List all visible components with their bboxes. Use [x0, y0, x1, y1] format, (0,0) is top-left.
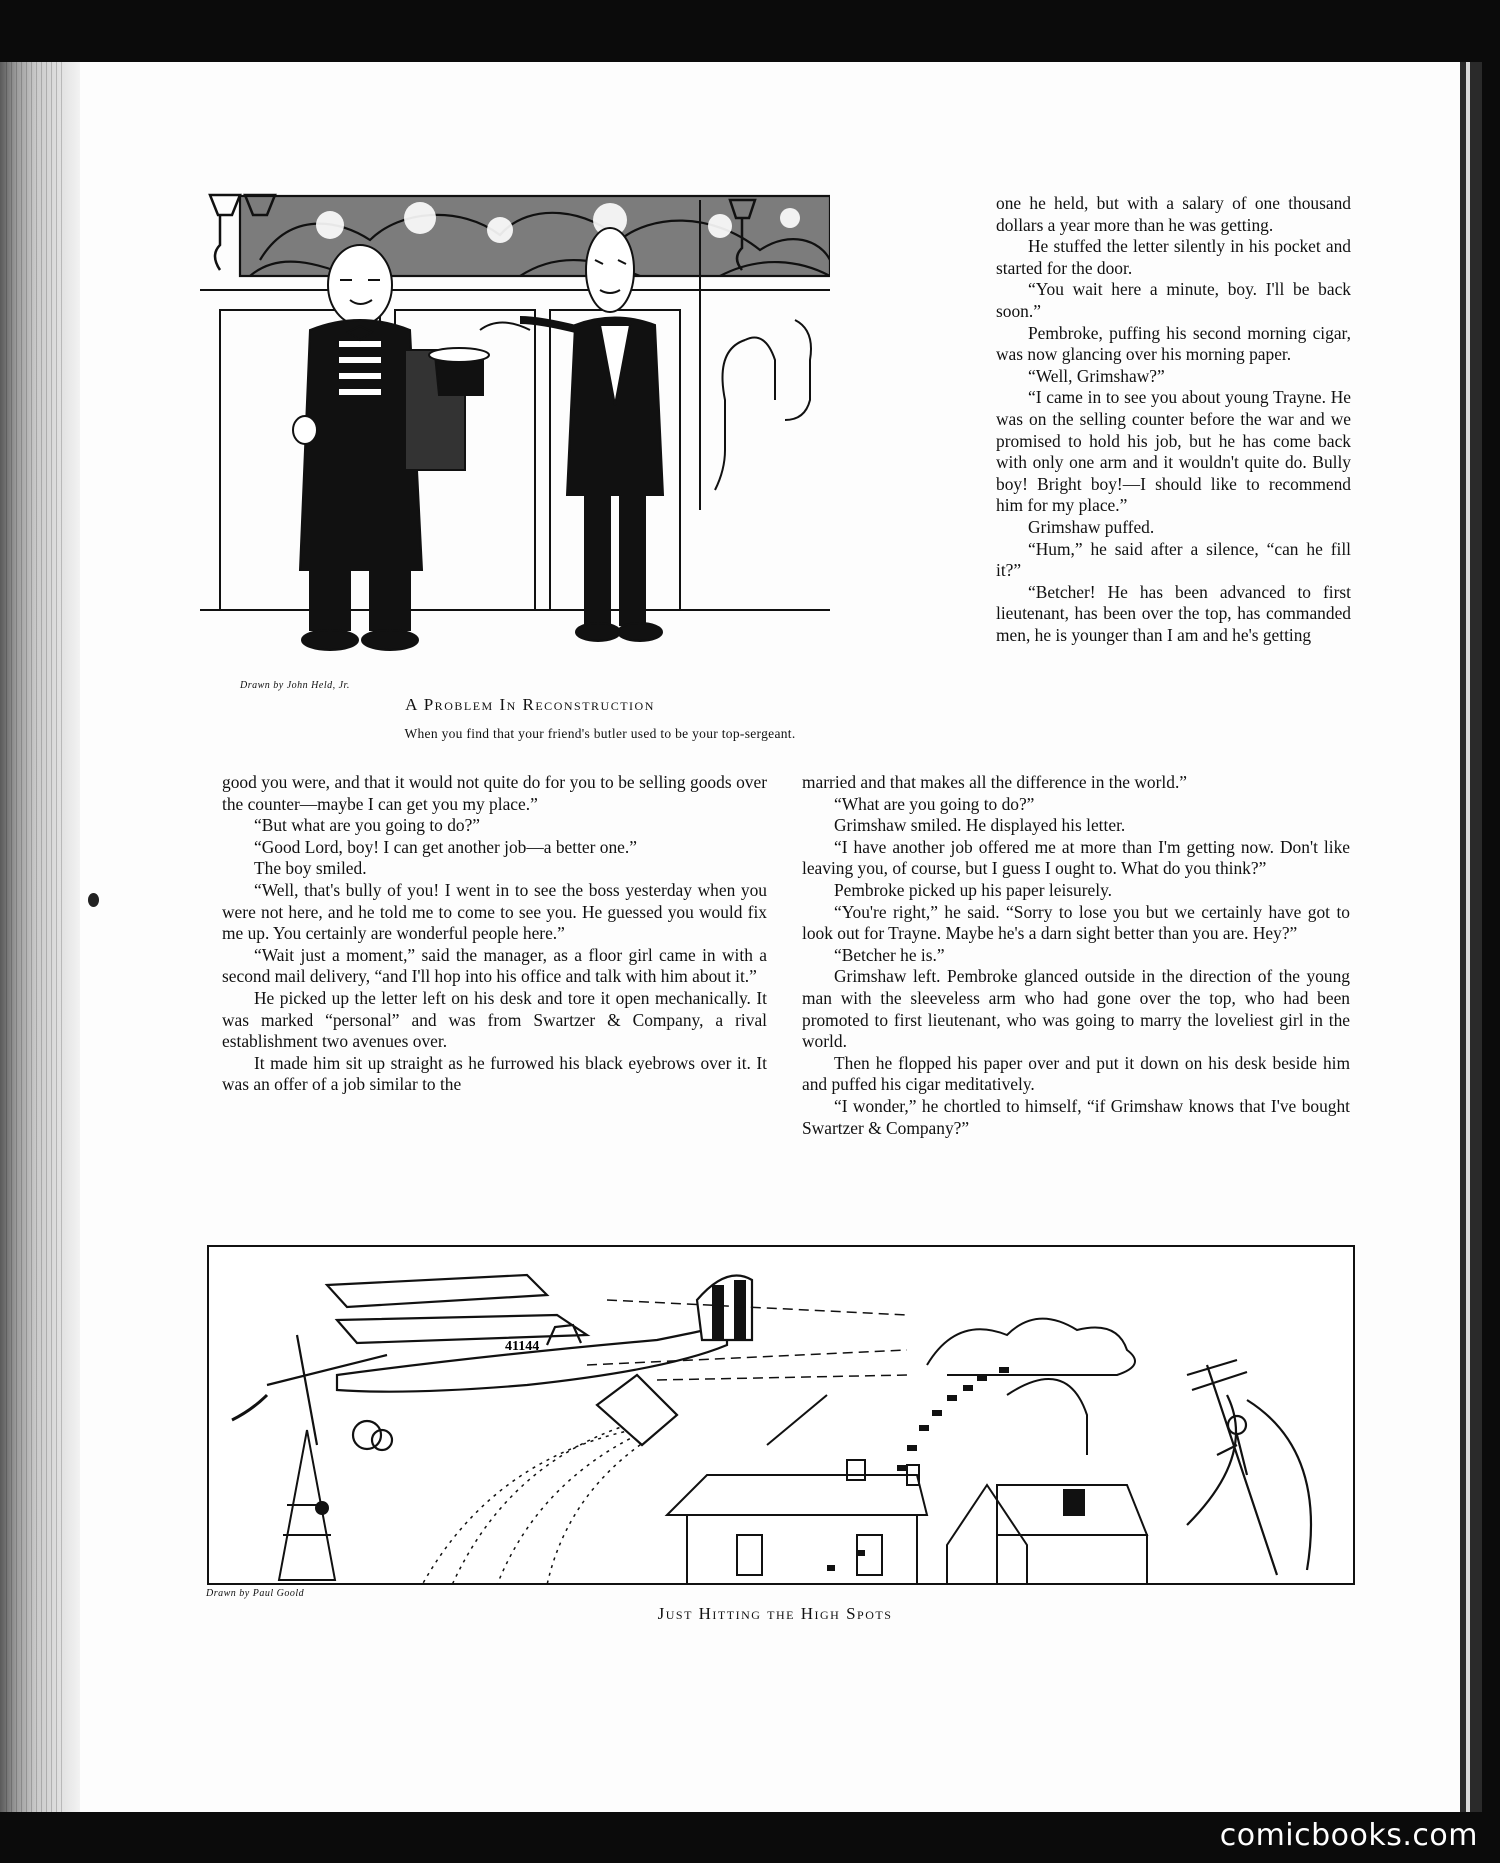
high-spots-cartoon-illustration: [207, 1245, 1355, 1585]
paragraph: “But what are you going to do?”: [254, 815, 481, 836]
paragraph: He picked up the letter left on his desk and tore it open mechanically. It was marked “personal” and was from Swartzer & Company, a rival establishment two avenues over.: [222, 987, 767, 1052]
paragraph: “You wait here a minute, boy. I'll be back soon.”: [996, 279, 1351, 321]
paragraph: “Wait just a moment,” said the manager, as a floor girl came in with a second mail delivery, “and I'll hop into his office and talk with him about it.”: [222, 944, 767, 987]
paragraph: “What are you going to do?”: [834, 793, 1035, 814]
article-left-column: [222, 772, 767, 1096]
top-cartoon-title: A Problem In Reconstruction: [405, 695, 655, 714]
paragraph: Grimshaw left. Pembroke glanced outside in the direction of the young man with the sleeveless arm who had gone over the top, who had been promoted to first lieutenant, who was going to marry the loveliest girl in the world.: [802, 966, 1350, 1052]
watermark-text: comicbooks.com: [1219, 1818, 1478, 1853]
paragraph: married and that makes all the difference in the world.”: [802, 772, 1188, 792]
right-page-edge-highlight: [1466, 62, 1470, 1812]
paragraph: “Betcher he is.”: [834, 944, 945, 965]
paragraph: “You're right,” he said. “Sorry to lose you but we certainly have got to look out for Trayne. Maybe he's a darn sight better than you are. Hey?”: [802, 901, 1350, 944]
bottom-cartoon-credit: Drawn by Paul Goold: [206, 1588, 305, 1599]
paragraph: It made him sit up straight as he furrowed his black eyebrows over it. It was an offer of a job similar to the: [222, 1052, 767, 1095]
top-cartoon-subtitle: When you find that your friend's butler used to be your top-sergeant.: [404, 726, 796, 741]
paragraph: “I came in to see you about young Trayne. He was on the selling counter before the war and we promised to hold his job, but he has come back with only one arm and it wouldn't quite do. Bully boy! Bright boy!—I should like to recommend him for my place.”: [996, 387, 1351, 516]
ink-blot: [88, 893, 99, 907]
paragraph: “Well, that's bully of you! I went in to see the boss yesterday when you were not here, and he told me to come to see you. He guessed you would fix me up. You certainly are wonderful people here.”: [222, 879, 767, 944]
paragraph: “Betcher! He has been advanced to first lieutenant, has been over the top, has commanded men, he is younger than I am and he's getting: [996, 581, 1351, 645]
right-page-edge: [1460, 62, 1482, 1812]
paragraph: Pembroke picked up his paper leisurely.: [834, 879, 1113, 900]
article-right-column-top: [996, 193, 1351, 646]
paragraph: Then he flopped his paper over and put it down on his desk beside him and puffed his cigar meditatively.: [802, 1052, 1350, 1095]
paragraph: one he held, but with a salary of one thousand dollars a year more than he was getting.: [996, 193, 1351, 235]
paragraph: Grimshaw puffed.: [1028, 516, 1155, 537]
top-cartoon-credit: Drawn by John Held, Jr.: [240, 680, 350, 691]
article-right-column-bottom: [802, 772, 1350, 1139]
paragraph: good you were, and that it would not quite do for you to be selling goods over the counter—maybe I can get you my place.”: [222, 772, 767, 814]
paragraph: “I have another job offered me at more than I'm getting now. Don't like leaving you, of course, but I guess I ought to. What do you think?”: [802, 836, 1350, 879]
paragraph: “Well, Grimshaw?”: [1028, 365, 1165, 386]
paragraph: “Hum,” he said after a silence, “can he fill it?”: [996, 538, 1351, 581]
paragraph: Grimshaw smiled. He displayed his letter.: [834, 815, 1126, 836]
paragraph: He stuffed the letter silently in his pocket and started for the door.: [996, 236, 1351, 278]
paragraph: Pembroke, puffing his second morning cigar, was now glancing over his morning paper.: [996, 322, 1351, 365]
plane-number: 41144: [505, 1339, 540, 1354]
paragraph: The boy smiled.: [254, 858, 367, 879]
paragraph: “Good Lord, boy! I can get another job—a better one.”: [254, 836, 637, 857]
page-edges: [6, 62, 66, 1812]
paragraph: “I wonder,” he chortled to himself, “if Grimshaw knows that I've bought Swartzer & Company?”: [802, 1095, 1350, 1138]
cartoon-butler-illustration: [200, 190, 830, 680]
bottom-cartoon-title: Just Hitting the High Spots: [657, 1604, 893, 1623]
